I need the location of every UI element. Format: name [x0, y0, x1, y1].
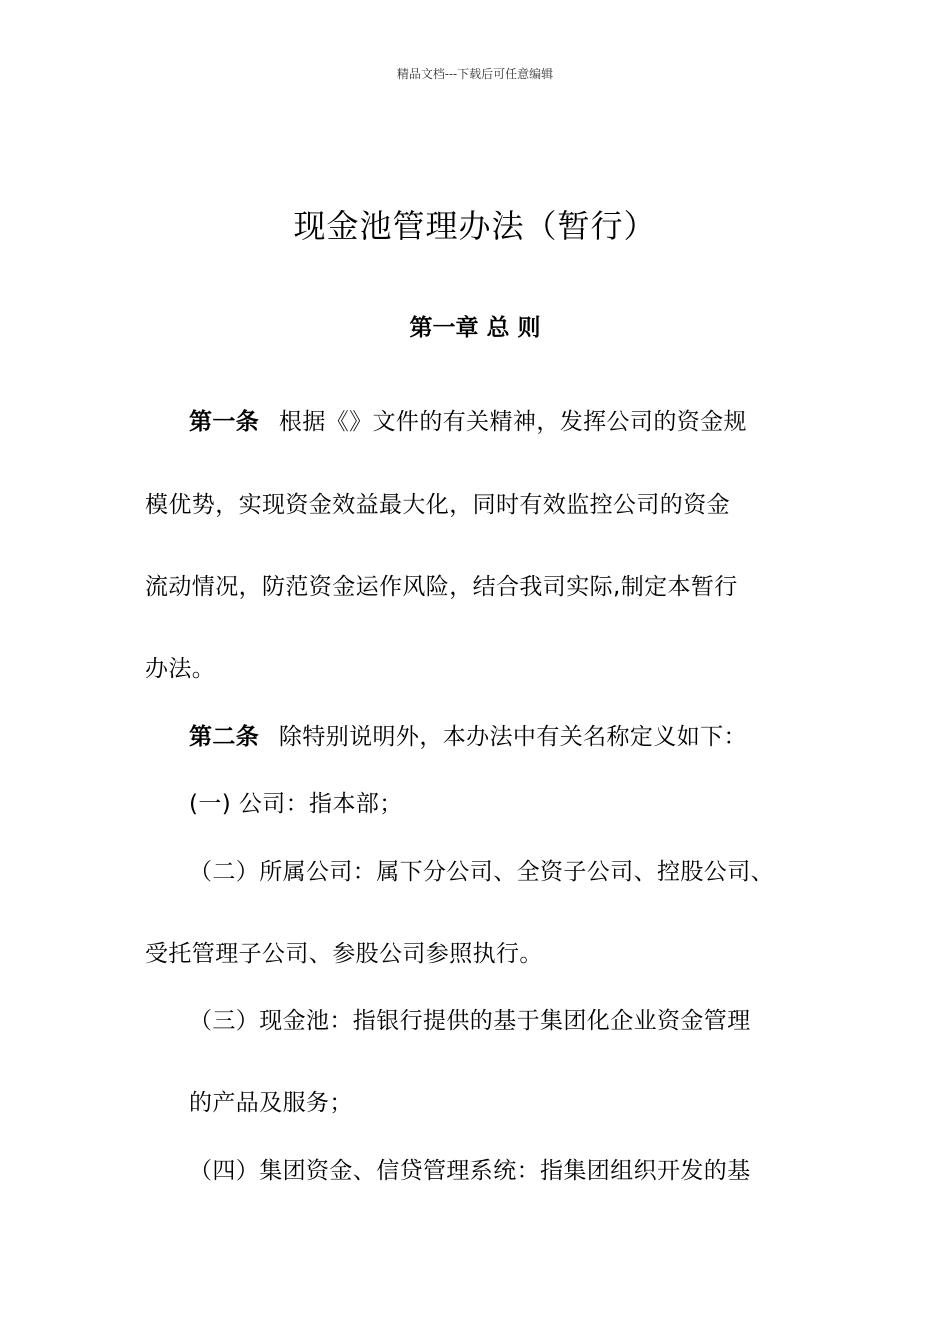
definition-item-4-line-1: （四）集团资金、信贷管理系统：指集团组织开发的基	[189, 1158, 751, 1184]
article-2-line	[189, 718, 747, 751]
article-1-label: 第一条	[189, 409, 260, 435]
article-1-line-3: 流动情况，防范资金运作风险，结合我司实际,制定本暂行	[145, 574, 738, 600]
definition-item-2-line-2: 受托管理子公司、参股公司参照执行。	[145, 941, 543, 967]
article-1-line-4: 办法。	[145, 656, 216, 682]
article-1-line-2: 模优势，实现资金效益最大化，同时有效监控公司的资金	[145, 492, 730, 518]
definition-item-1: (一) 公司：指本部；	[189, 791, 403, 817]
article-2-label: 第二条	[189, 724, 260, 750]
chapter-title: 第一章 总 则	[409, 315, 541, 341]
definition-item-3-line-1: （三）现金池：指银行提供的基于集团化企业资金管理	[189, 1008, 751, 1034]
article-1-text: 根据《》文件的有关精神，发挥公司的资金规	[278, 409, 747, 435]
article-1-first-line	[189, 403, 747, 436]
document-title: 现金池管理办法（暂行）	[293, 207, 657, 245]
header-note: 精品文档---下载后可任意编辑	[396, 67, 554, 81]
article-2-text: 除特别说明外，本办法中有关名称定义如下：	[278, 724, 747, 750]
definition-item-2-line-1: （二）所属公司：属下分公司、全资子公司、控股公司、	[189, 859, 774, 885]
definition-item-3-line-2: 的产品及服务；	[189, 1090, 353, 1116]
